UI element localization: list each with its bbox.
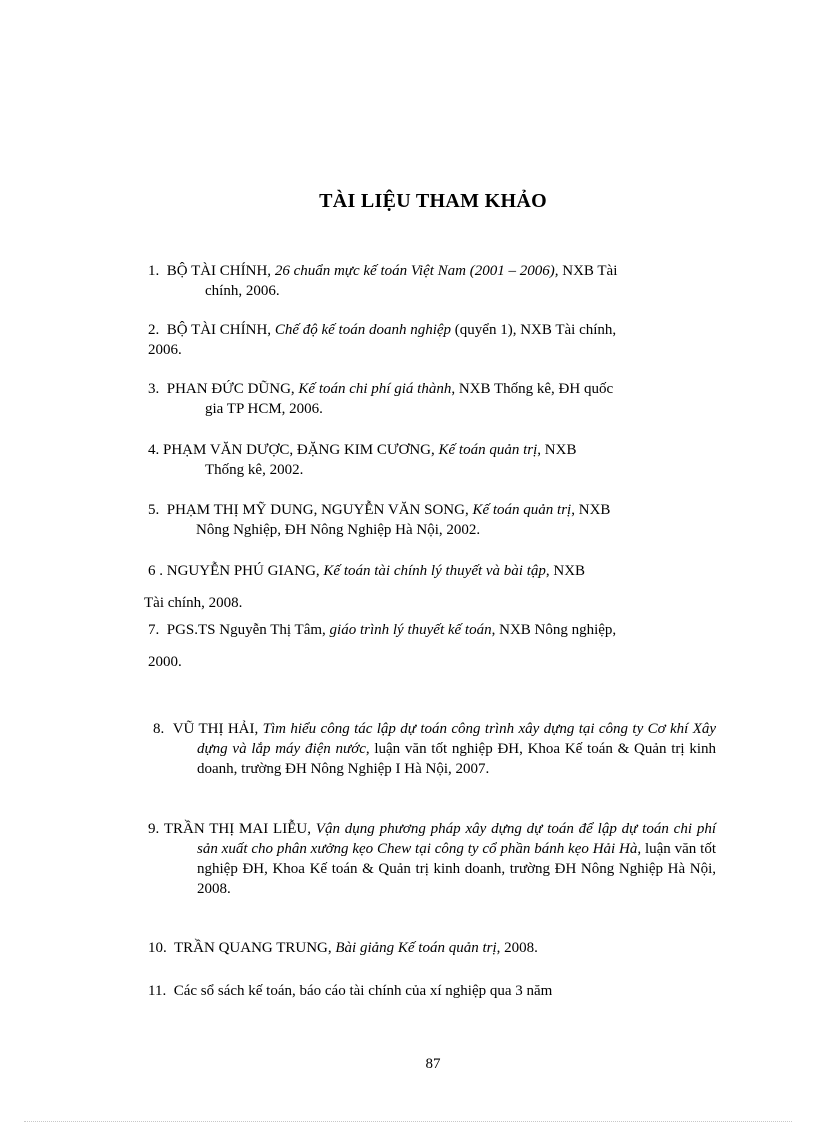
- ref-continuation: 2006.: [148, 342, 182, 358]
- ref-publisher: , NXB Thống kê, ĐH quốc: [451, 381, 614, 397]
- ref-number: 11.: [148, 983, 167, 999]
- ref-title: Tìm hiểu công tác lập dự toán công trình xây dựng tại công ty Cơ khí Xây dựng và lắp máy điện nước: [197, 721, 717, 757]
- reference-10: [148, 938, 716, 958]
- ref-continuation: Nông Nghiệp, ĐH Nông Nghiệp Hà Nội, 2002.: [196, 522, 481, 538]
- ref-publisher: , luận văn tốt nghiệp ĐH, Khoa Kế toán & Quản trị kinh doanh, trường ĐH Nông Nghiệp I Hà Nội, 2007.: [197, 741, 716, 777]
- ref-number: 4.: [148, 442, 160, 458]
- reference-11: [148, 981, 716, 1001]
- reference-4: [148, 440, 716, 480]
- ref-title: Kế toán quản trị: [472, 502, 572, 518]
- ref-number: 7.: [148, 622, 160, 638]
- ref-author: BỘ TÀI CHÍNH,: [166, 263, 272, 279]
- ref-title: Vận dụng phương pháp xây dựng dự toán để lập dự toán chi phí sản xuất cho phân xưởng kẹo Chew tại công ty cổ phần bánh kẹo Hải Hà: [197, 821, 717, 857]
- ref-publisher: , NXB Nông nghiệp,: [491, 622, 617, 638]
- ref-title: 26 chuẩn mực kế toán Việt Nam (2001 – 2006),: [274, 263, 559, 279]
- ref-number: 6 .: [148, 563, 163, 579]
- ref-continuation: chính, 2006.: [205, 283, 280, 299]
- ref-title: Kế toán quản trị: [438, 442, 538, 458]
- page-number: 87: [425, 1056, 441, 1072]
- ref-author: BỘ TÀI CHÍNH,: [166, 322, 272, 338]
- reference-2: [148, 320, 716, 360]
- ref-author: PHẠM THỊ MỸ DUNG, NGUYỄN VĂN SONG,: [166, 502, 469, 518]
- ref-author: TRẦN QUANG TRUNG,: [173, 940, 332, 956]
- ref-continuation: gia TP HCM, 2006.: [205, 401, 323, 417]
- ref-title: Kế toán tài chính lý thuyết và bài tập: [323, 563, 546, 579]
- ref-number: 8.: [153, 721, 165, 737]
- ref-number: 2.: [148, 322, 160, 338]
- ref-author: NGUYỄN PHÚ GIANG,: [166, 563, 320, 579]
- ref-number: 10.: [148, 940, 167, 956]
- ref-author: PHẠM VĂN DƯỢC, ĐẶNG KIM CƯƠNG,: [163, 442, 435, 458]
- ref-continuation: Thống kê, 2002.: [205, 462, 304, 478]
- page-bottom-divider: [24, 1121, 792, 1122]
- ref-continuation: 2000.: [148, 654, 182, 670]
- reference-8: [153, 719, 716, 779]
- ref-author: Các sổ sách kế toán, báo cáo tài chính của xí nghiệp qua 3 năm: [173, 983, 553, 999]
- ref-number: 9.: [148, 821, 160, 837]
- reference-1: [148, 261, 716, 301]
- reference-5: [148, 500, 716, 540]
- ref-publisher: (quyển 1), NXB Tài chính,: [454, 322, 617, 338]
- ref-number: 1.: [148, 263, 160, 279]
- reference-7: [148, 620, 716, 672]
- ref-publisher: , NXB: [571, 502, 611, 518]
- ref-author: PHAN ĐỨC DŨNG,: [166, 381, 295, 397]
- reference-3: [148, 379, 716, 419]
- reference-9: [148, 819, 716, 899]
- ref-title: Kế toán chi phí giá thành: [298, 381, 452, 397]
- ref-continuation: Tài chính, 2008.: [144, 595, 243, 611]
- ref-title: giáo trình lý thuyết kế toán: [329, 622, 492, 638]
- ref-author: TRẦN THỊ MAI LIỄU,: [163, 821, 311, 837]
- ref-author: VŨ THỊ HẢI,: [172, 721, 259, 737]
- reference-6: [144, 561, 716, 613]
- ref-publisher: , 2008.: [496, 940, 538, 956]
- ref-publisher: NXB Tài: [562, 263, 618, 279]
- ref-title: Bài giảng Kế toán quản trị: [335, 940, 497, 956]
- ref-publisher: , luận văn tốt nghiệp ĐH, Khoa Kế toán & Quản trị kinh doanh, trường ĐH Nông Nghiệp Hà Nội, 2008.: [197, 841, 716, 897]
- ref-number: 3.: [148, 381, 160, 397]
- ref-number: 5.: [148, 502, 160, 518]
- ref-publisher: , NXB: [545, 563, 586, 579]
- page-title: TÀI LIỆU THAM KHẢO: [319, 190, 547, 212]
- ref-author: PGS.TS Nguyễn Thị Tâm,: [166, 622, 326, 638]
- ref-publisher: , NXB: [537, 442, 577, 458]
- ref-title: Chế độ kế toán doanh nghiệp: [274, 322, 452, 338]
